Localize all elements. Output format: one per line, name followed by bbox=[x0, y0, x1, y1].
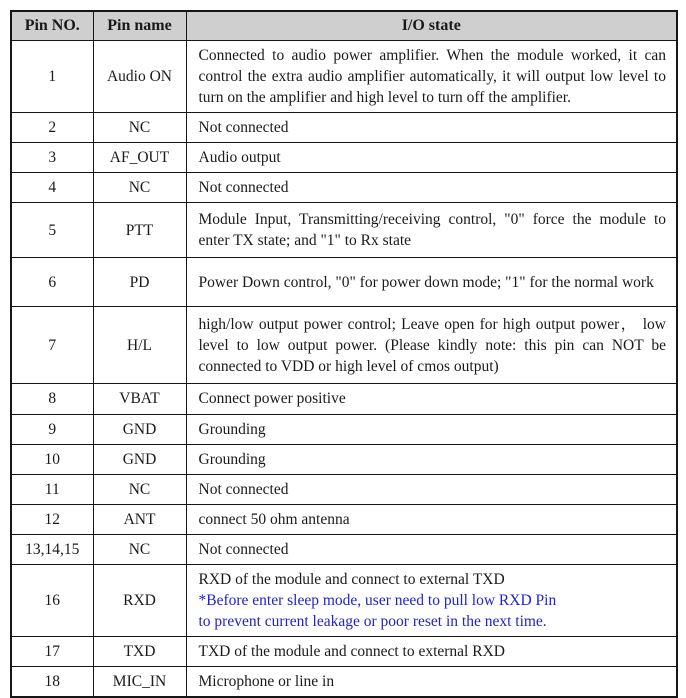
pin-number-cell: 17 bbox=[11, 637, 93, 667]
header-row bbox=[11, 11, 677, 41]
table-row bbox=[11, 173, 677, 203]
io-state-cell: Microphone or line in bbox=[186, 667, 677, 698]
pin-number-cell: 7 bbox=[11, 307, 93, 384]
pin-number-cell: 1 bbox=[11, 41, 93, 113]
pin-name-cell: NC bbox=[93, 113, 186, 143]
pin-name-cell: Audio ON bbox=[93, 41, 186, 113]
table-row bbox=[11, 444, 677, 474]
pin-number-cell: 11 bbox=[11, 474, 93, 504]
table-row bbox=[11, 667, 677, 698]
header-pin-name: Pin name bbox=[93, 11, 186, 41]
rxd-note-line: to prevent current leakage or poor reset in the next time. bbox=[198, 613, 547, 631]
pin-name-cell: NC bbox=[93, 534, 186, 564]
io-state-cell: high/low output power control; Leave open for high output power， low level to low output power. (Please kindly note: this pin can NOT be connected to VDD or high level of cmos output) bbox=[186, 307, 677, 384]
pin-name-cell: PTT bbox=[93, 203, 186, 258]
table-row bbox=[11, 258, 677, 307]
io-state-cell: Connected to audio power amplifier. When the module worked, it can control the extra audio amplifier automatically, it will output low level to turn on the amplifier and high level to turn off the amplifier. bbox=[186, 41, 677, 113]
io-state-cell bbox=[186, 564, 677, 636]
io-state-cell: Module Input, Transmitting/receiving control, "0" force the module to enter TX state; and "1" to Rx state bbox=[186, 203, 677, 258]
pin-number-cell: 6 bbox=[11, 258, 93, 307]
io-state-text: RXD of the module and connect to external TXD bbox=[198, 570, 505, 588]
pin-description-table-wrap bbox=[10, 10, 678, 698]
pin-number-cell: 16 bbox=[11, 564, 93, 636]
pin-name-cell: NC bbox=[93, 173, 186, 203]
pin-number-cell: 5 bbox=[11, 203, 93, 258]
table-row bbox=[11, 143, 677, 173]
table-row bbox=[11, 414, 677, 444]
header-pin-no: Pin NO. bbox=[11, 11, 93, 41]
pin-name-cell: AF_OUT bbox=[93, 143, 186, 173]
io-state-cell: connect 50 ohm antenna bbox=[186, 504, 677, 534]
table-row bbox=[11, 203, 677, 258]
pin-name-cell: TXD bbox=[93, 637, 186, 667]
pin-number-cell: 18 bbox=[11, 667, 93, 698]
pin-number-cell: 9 bbox=[11, 414, 93, 444]
io-state-cell: Grounding bbox=[186, 414, 677, 444]
table-row bbox=[11, 534, 677, 564]
io-state-cell: Not connected bbox=[186, 113, 677, 143]
io-state-cell: Not connected bbox=[186, 534, 677, 564]
table-row bbox=[11, 564, 677, 636]
table-row bbox=[11, 504, 677, 534]
pin-number-cell: 12 bbox=[11, 504, 93, 534]
pin-number-cell: 2 bbox=[11, 113, 93, 143]
pin-name-cell: H/L bbox=[93, 307, 186, 384]
io-state-cell: Not connected bbox=[186, 173, 677, 203]
io-state-cell: Connect power positive bbox=[186, 384, 677, 414]
pin-name-cell: ANT bbox=[93, 504, 186, 534]
pin-name-cell: RXD bbox=[93, 564, 186, 636]
header-io-state: I/O state bbox=[186, 11, 677, 41]
io-state-cell: Audio output bbox=[186, 143, 677, 173]
pin-number-cell: 10 bbox=[11, 444, 93, 474]
pin-number-cell: 13,14,15 bbox=[11, 534, 93, 564]
io-state-cell: Power Down control, "0" for power down mode; "1" for the normal work bbox=[186, 258, 677, 307]
table-row bbox=[11, 384, 677, 414]
pin-name-cell: MIC_IN bbox=[93, 667, 186, 698]
rxd-note-line: *Before enter sleep mode, user need to pull low RXD Pin bbox=[198, 592, 557, 610]
io-state-cell: Not connected bbox=[186, 474, 677, 504]
io-state-cell: Grounding bbox=[186, 444, 677, 474]
table-body bbox=[11, 41, 677, 698]
pin-name-cell: VBAT bbox=[93, 384, 186, 414]
table-row bbox=[11, 41, 677, 113]
table-row bbox=[11, 637, 677, 667]
table-row bbox=[11, 113, 677, 143]
pin-description-table bbox=[10, 10, 678, 698]
pin-name-cell: GND bbox=[93, 414, 186, 444]
pin-number-cell: 4 bbox=[11, 173, 93, 203]
pin-name-cell: PD bbox=[93, 258, 186, 307]
io-state-cell: TXD of the module and connect to external RXD bbox=[186, 637, 677, 667]
pin-number-cell: 8 bbox=[11, 384, 93, 414]
pin-name-cell: NC bbox=[93, 474, 186, 504]
table-row bbox=[11, 307, 677, 384]
pin-name-cell: GND bbox=[93, 444, 186, 474]
pin-number-cell: 3 bbox=[11, 143, 93, 173]
table-row bbox=[11, 474, 677, 504]
